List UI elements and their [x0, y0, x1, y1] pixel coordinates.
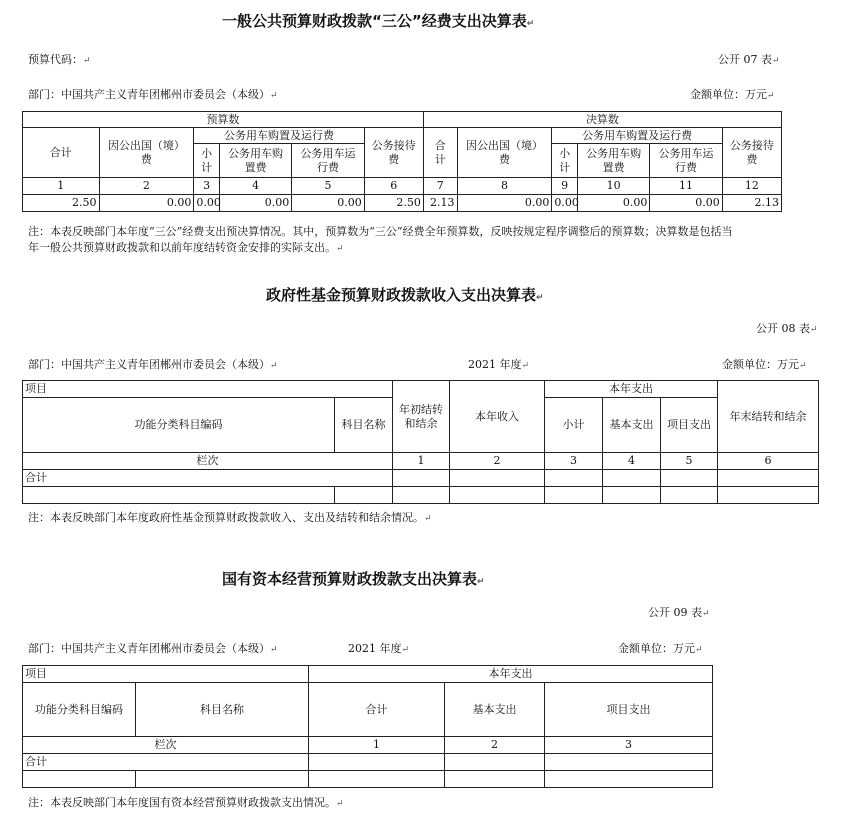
t1-value-cell: 2.13	[722, 195, 781, 212]
t2-department: 部门：中国共产主义青年团郴州市委员会（本级）↵	[28, 358, 278, 371]
t1-value-cell: 0.00	[194, 195, 220, 212]
t2-blank-row	[23, 487, 819, 504]
t1-budget-subtotal-header: 小 计	[194, 144, 220, 178]
t3-index-row	[23, 737, 713, 754]
t3-form-number: 公开 09 表↵	[648, 606, 710, 619]
t1-note-line-1: 注：本表反映部门本年度“三公”经费支出预决算情况。其中，预算数为“三公”经费全年预算数，反映按规定程序调整后的预算数；决算数是包括当	[28, 225, 733, 238]
t3-empty-cell	[545, 754, 713, 771]
t3-index-cell: 3	[545, 737, 713, 754]
t1-value-cell: 2.50	[364, 195, 423, 212]
t1-final-abroad-header: 因公出国（境） 费	[457, 128, 552, 178]
t2-index-cell: 4	[603, 453, 661, 470]
t2-empty-cell	[450, 487, 545, 504]
t2-unit: 金额单位：万元↵	[722, 358, 807, 371]
t2-item-header: 项目	[23, 381, 393, 398]
t2-form-number: 公开 08 表↵	[756, 322, 818, 335]
t2-index-cell: 5	[661, 453, 718, 470]
t1-value-cell: 0.00	[650, 195, 722, 212]
t3-total-row	[23, 754, 713, 771]
t1-value-cell: 0.00	[457, 195, 552, 212]
t2-title: 政府性基金预算财政拨款收入支出决算表↵	[266, 286, 544, 304]
t2-year: 2021 年度↵	[468, 358, 530, 371]
t1-final-car-buy-header: 公务用车购 置费	[577, 144, 649, 178]
t2-basic-header: 基本支出	[603, 398, 661, 453]
t1-budget-abroad-header: 因公出国（境） 费	[99, 128, 194, 178]
t2-project-header: 项目支出	[661, 398, 718, 453]
t3-total-header: 合计	[309, 683, 445, 737]
t3-blank-row	[23, 771, 713, 788]
t3-empty-cell	[23, 771, 136, 788]
t1-index-cell: 6	[364, 178, 423, 195]
t2-empty-cell	[545, 487, 603, 504]
t1-index-cell: 3	[194, 178, 220, 195]
t1-final-subtotal-header: 小 计	[552, 144, 578, 178]
t3-empty-cell	[136, 771, 309, 788]
t1-final-total-header: 合 计	[423, 128, 457, 178]
t2-expense-group-header: 本年支出	[545, 381, 718, 398]
t1-value-cell: 2.50	[23, 195, 100, 212]
t1-value-row	[23, 195, 782, 212]
t1-final-car-group-header: 公务用车购置及运行费	[552, 128, 722, 144]
t1-note-line-2: 年一般公共预算财政拨款和以前年度结转资金安排的实际支出。↵	[28, 241, 344, 254]
t1-index-cell: 11	[650, 178, 722, 195]
t2-year-end-header: 年末结转和结余	[718, 381, 819, 453]
t2-total-label: 合计	[23, 470, 393, 487]
t2-func-code-header: 功能分类科目编码	[23, 398, 335, 453]
t2-index-cell: 6	[718, 453, 819, 470]
t2-empty-cell	[661, 470, 718, 487]
t1-budget-car-run-header: 公务用车运 行费	[292, 144, 364, 178]
t3-total-label: 合计	[23, 754, 309, 771]
t2-empty-cell	[603, 470, 661, 487]
t1-index-cell: 12	[722, 178, 781, 195]
t3-item-header: 项目	[23, 666, 309, 683]
t2-empty-cell	[718, 487, 819, 504]
t1-index-cell: 8	[457, 178, 552, 195]
t1-budget-car-group-header: 公务用车购置及运行费	[194, 128, 364, 144]
t1-index-row	[23, 178, 782, 195]
t2-subject-header: 科目名称	[335, 398, 393, 453]
t1-index-cell: 1	[23, 178, 100, 195]
t3-empty-cell	[545, 771, 713, 788]
t3-subject-header: 科目名称	[136, 683, 309, 737]
t1-final-car-run-header: 公务用车运 行费	[650, 144, 722, 178]
t1-index-cell: 7	[423, 178, 457, 195]
t3-empty-cell	[445, 771, 545, 788]
t3-note: 注：本表反映部门本年度国有资本经营预算财政拨款支出情况。↵	[28, 796, 344, 809]
t1-budget-car-buy-header: 公务用车购 置费	[219, 144, 291, 178]
t2-index-cell: 1	[393, 453, 450, 470]
t2-income-header: 本年收入	[450, 381, 545, 453]
t1-department: 部门：中国共产主义青年团郴州市委员会（本级）↵	[28, 88, 278, 101]
t2-empty-cell	[393, 487, 450, 504]
t2-carry-header: 年初结转 和结余	[393, 381, 450, 453]
t1-budget-code-label: 预算代码：↵	[28, 53, 91, 66]
t2-empty-cell	[545, 470, 603, 487]
t2-subtotal-header: 小计	[545, 398, 603, 453]
t1-index-cell: 5	[292, 178, 364, 195]
t2-empty-cell	[718, 470, 819, 487]
t2-empty-cell	[661, 487, 718, 504]
t3-year: 2021 年度↵	[348, 642, 410, 655]
t1-value-cell: 2.13	[423, 195, 457, 212]
t3-title: 国有资本经营预算财政拨款支出决算表↵	[222, 570, 485, 588]
t3-table	[22, 665, 713, 788]
t2-note: 注：本表反映部门本年度政府性基金预算财政拨款收入、支出及结转和结余情况。↵	[28, 511, 432, 524]
t1-table	[22, 111, 782, 212]
t2-total-row	[23, 470, 819, 487]
t1-final-reception-header: 公务接待 费	[722, 128, 781, 178]
t1-budget-total-header: 合计	[23, 128, 100, 178]
t3-row-index-label: 栏次	[23, 737, 309, 754]
t1-index-cell: 2	[99, 178, 194, 195]
t1-index-cell: 9	[552, 178, 578, 195]
t3-project-header: 项目支出	[545, 683, 713, 737]
t1-budget-group-header: 预算数	[23, 112, 424, 128]
t3-empty-cell	[445, 754, 545, 771]
t3-basic-header: 基本支出	[445, 683, 545, 737]
t2-row-index-label: 栏次	[23, 453, 393, 470]
t3-func-code-header: 功能分类科目编码	[23, 683, 136, 737]
t3-empty-cell	[309, 754, 445, 771]
t1-budget-reception-header: 公务接待 费	[364, 128, 423, 178]
t1-value-cell: 0.00	[292, 195, 364, 212]
t1-title: 一般公共预算财政拨款“三公”经费支出决算表↵	[222, 12, 535, 30]
t2-empty-cell	[603, 487, 661, 504]
t1-form-number: 公开 07 表↵	[718, 53, 780, 66]
t2-index-cell: 2	[450, 453, 545, 470]
t2-index-row	[23, 453, 819, 470]
t2-empty-cell	[393, 470, 450, 487]
t1-value-cell: 0.00	[577, 195, 649, 212]
t3-unit: 金额单位：万元↵	[618, 642, 703, 655]
t2-empty-cell	[23, 487, 335, 504]
t1-unit: 金额单位：万元↵	[690, 88, 775, 101]
t2-index-cell: 3	[545, 453, 603, 470]
t2-empty-cell	[335, 487, 393, 504]
t1-value-cell: 0.00	[552, 195, 578, 212]
t1-value-cell: 0.00	[99, 195, 194, 212]
t1-index-cell: 10	[577, 178, 649, 195]
t3-empty-cell	[309, 771, 445, 788]
t2-empty-cell	[450, 470, 545, 487]
t3-index-cell: 2	[445, 737, 545, 754]
t3-expense-group-header: 本年支出	[309, 666, 713, 683]
t2-table	[22, 380, 819, 504]
t1-index-cell: 4	[219, 178, 291, 195]
t1-value-cell: 0.00	[219, 195, 291, 212]
t1-final-group-header: 决算数	[423, 112, 781, 128]
t3-index-cell: 1	[309, 737, 445, 754]
t3-department: 部门：中国共产主义青年团郴州市委员会（本级）↵	[28, 642, 278, 655]
